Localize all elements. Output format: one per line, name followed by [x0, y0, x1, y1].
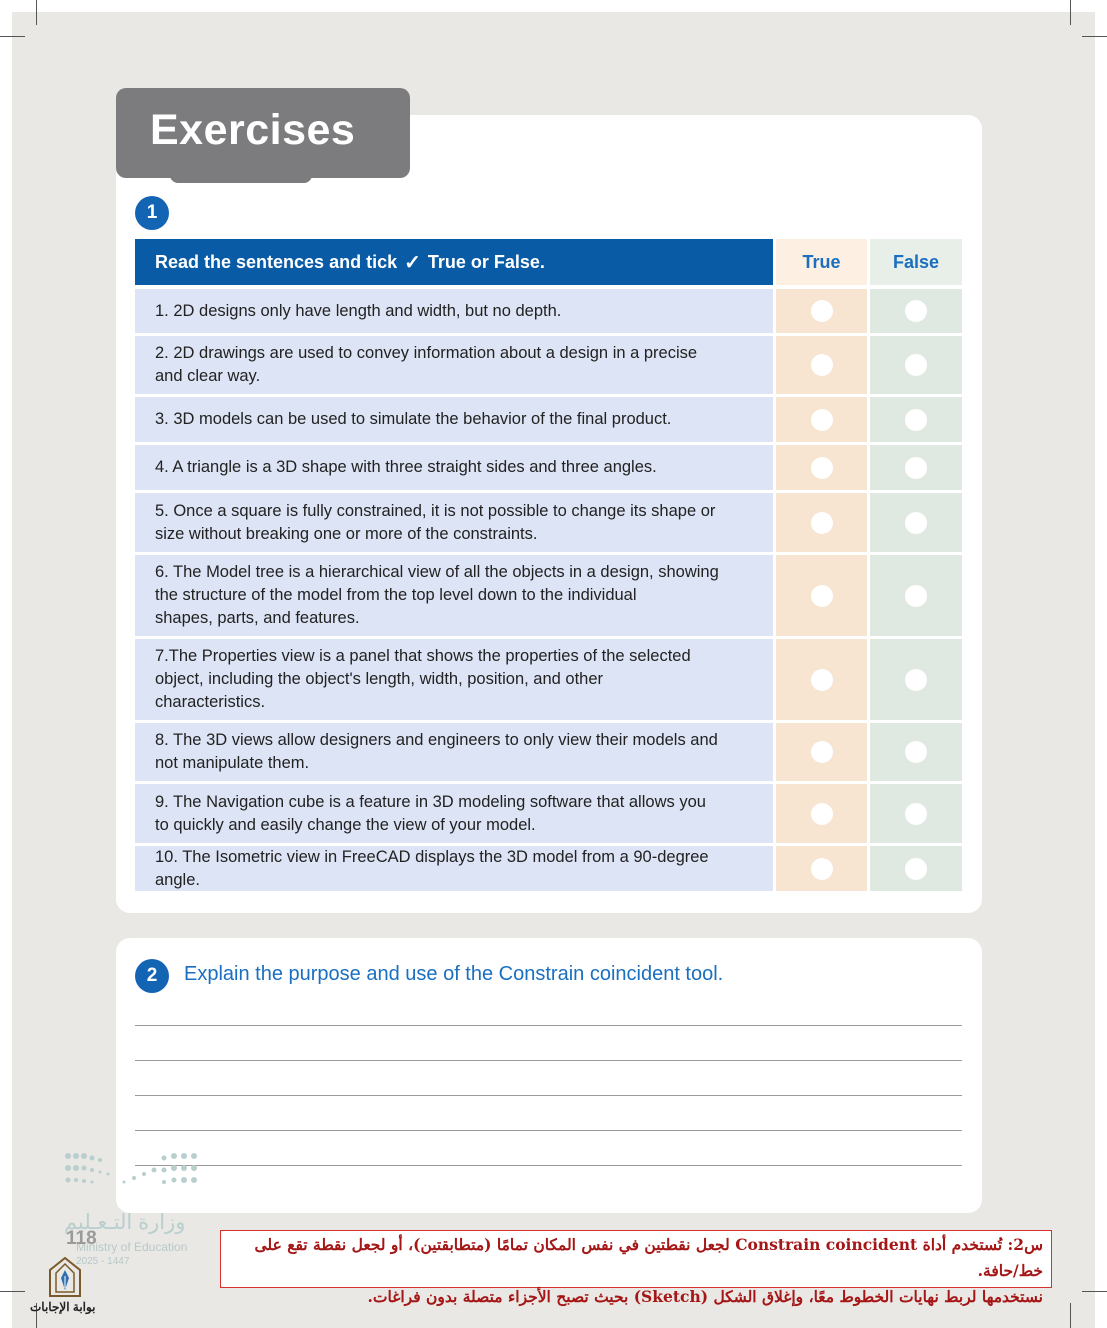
table-row — [135, 445, 773, 490]
crop-mark — [1070, 1303, 1071, 1328]
true-radio[interactable] — [811, 409, 833, 431]
table-header-instruction — [135, 239, 773, 285]
true-cell — [776, 784, 867, 843]
true-radio[interactable] — [811, 803, 833, 825]
true-cell — [776, 723, 867, 781]
table-row — [135, 289, 773, 333]
statement-text: 7.The Properties view is a panel that shows the properties of the selected object, including the object's length, width, position, and other characteristics. — [155, 647, 691, 711]
instruction-text: Read the sentences and tick — [155, 251, 398, 272]
crop-mark — [1070, 0, 1071, 25]
portal-pen-logo-icon — [44, 1256, 86, 1298]
false-cell — [870, 445, 962, 490]
exercises-tab-tail — [170, 170, 312, 183]
false-cell — [870, 723, 962, 781]
crop-mark — [1082, 1291, 1107, 1292]
false-radio[interactable] — [905, 457, 927, 479]
table-row — [135, 723, 773, 781]
false-cell — [870, 336, 962, 394]
page-title: Exercises — [150, 106, 356, 154]
table-row — [135, 784, 773, 843]
true-cell — [776, 289, 867, 333]
table-row — [135, 846, 773, 891]
answer-line-2: نستخدمها لربط نهايات الخطوط معًا، وإغلاق الشكل (Sketch) بحيث تصبح الأجزاء متصلة بدون فراغات. — [367, 1287, 1043, 1306]
false-radio[interactable] — [905, 354, 927, 376]
false-radio[interactable] — [905, 741, 927, 763]
false-cell — [870, 639, 962, 720]
true-cell — [776, 336, 867, 394]
crop-mark — [36, 0, 37, 25]
crop-mark — [1082, 36, 1107, 37]
statement-text: 1. 2D designs only have length and width, but no depth. — [155, 301, 562, 320]
false-radio[interactable] — [905, 409, 927, 431]
false-cell — [870, 397, 962, 442]
statement-text: 2. 2D drawings are used to convey information about a design in a precise and clear way. — [155, 344, 698, 385]
statement-text: 4. A triangle is a 3D shape with three straight sides and three angles. — [155, 458, 657, 476]
answer-line-1: س2: تُستخدم أداة Constrain coincident لجعل نقطتين في نفس المكان تمامًا (متطابقتين)، أو لجعل نقطة تقع على خط/حافة. — [254, 1235, 1043, 1280]
writing-line[interactable] — [135, 1165, 962, 1166]
table-row — [135, 493, 773, 552]
exercise-2-number: 2 — [135, 959, 169, 993]
ministry-name-arabic: وزارة التـعـليم — [64, 1211, 186, 1234]
table-row — [135, 639, 773, 720]
statement-text: 6. The Model tree is a hierarchical view of all the objects in a design, showing the structure of the model from the top level down to the individual shapes, parts, and features. — [155, 563, 719, 627]
writing-line[interactable] — [135, 1025, 962, 1026]
false-radio[interactable] — [905, 300, 927, 322]
true-radio[interactable] — [811, 300, 833, 322]
true-cell — [776, 397, 867, 442]
false-cell — [870, 555, 962, 636]
false-column-header: False — [870, 239, 962, 285]
writing-line[interactable] — [135, 1095, 962, 1096]
false-radio[interactable] — [905, 858, 927, 880]
ministry-name-english: Ministry of Education — [76, 1240, 188, 1254]
ministry-logo-dots-icon — [64, 1150, 200, 1196]
false-cell — [870, 846, 962, 891]
crop-mark — [0, 36, 25, 37]
true-radio[interactable] — [811, 858, 833, 880]
checkmark-icon: ✓ — [404, 251, 421, 274]
true-cell — [776, 555, 867, 636]
false-cell — [870, 289, 962, 333]
true-radio[interactable] — [811, 457, 833, 479]
writing-line[interactable] — [135, 1060, 962, 1061]
exercise-2-question: Explain the purpose and use of the Constrain coincident tool. — [184, 963, 724, 985]
false-radio[interactable] — [905, 585, 927, 607]
true-radio[interactable] — [811, 585, 833, 607]
false-cell — [870, 784, 962, 843]
statement-text: 9. The Navigation cube is a feature in 3D modeling software that allows you to quickly and easily change the view of your model. — [155, 792, 706, 834]
true-cell — [776, 445, 867, 490]
statement-text: 3. 3D models can be used to simulate the behavior of the final product. — [155, 410, 672, 428]
true-radio[interactable] — [811, 741, 833, 763]
false-radio[interactable] — [905, 803, 927, 825]
statement-text: 5. Once a square is fully constrained, it is not possible to change its shape or size without breaking one or more of the constraints. — [155, 501, 716, 543]
table-row — [135, 397, 773, 442]
true-column-header: True — [776, 239, 867, 285]
true-radio[interactable] — [811, 669, 833, 691]
true-cell — [776, 639, 867, 720]
statement-text: 8. The 3D views allow designers and engineers to only view their models and not manipulate them. — [155, 731, 718, 772]
true-radio[interactable] — [811, 354, 833, 376]
answer-box — [220, 1230, 1052, 1306]
true-radio[interactable] — [811, 512, 833, 534]
table-row — [135, 555, 773, 636]
true-cell — [776, 846, 867, 891]
writing-line[interactable] — [135, 1130, 962, 1131]
false-radio[interactable] — [905, 669, 927, 691]
statement-text: 10. The Isometric view in FreeCAD displays the 3D model from a 90-degree angle. — [155, 847, 709, 889]
false-radio[interactable] — [905, 512, 927, 534]
ministry-year: 2025 - 1447 — [76, 1256, 130, 1267]
exercise-1-number: 1 — [135, 196, 169, 230]
true-cell — [776, 493, 867, 552]
table-row — [135, 336, 773, 394]
instruction-text-end: True or False. — [427, 251, 545, 272]
false-cell — [870, 493, 962, 552]
portal-name: بوابة الإجابات — [30, 1300, 96, 1314]
page-number: 118 — [66, 1228, 97, 1249]
crop-mark — [0, 1291, 25, 1292]
